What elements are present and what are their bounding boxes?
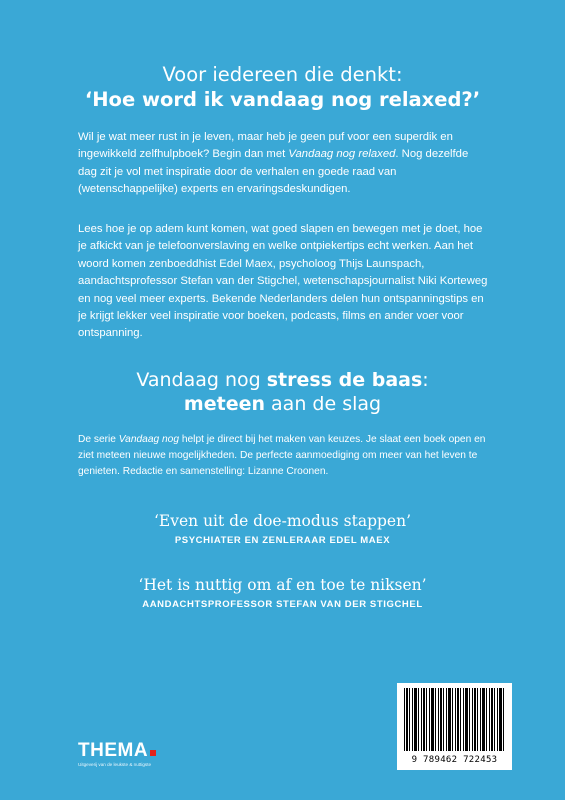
series-text-part2: helpt je direct bij het maken van keuzes. Je slaat een boek open en ziet meteen nieuwe mogelijkheden. De perfecte aanmoediging om meer van het leven te genieten. Redactie en samenstelling: Lizanne Croonen. <box>78 434 486 477</box>
publisher-tagline: Uitgeverij van de leukste & nuttigste <box>78 762 152 767</box>
book-title-italic: Vandaag nog relaxed <box>288 148 396 161</box>
quote-text: ‘Even uit de doe-modus stappen’ <box>153 512 412 530</box>
series-title-italic: Vandaag nog <box>118 434 180 445</box>
barcode-bars-icon <box>404 688 505 751</box>
series-heading-line1 <box>0 368 565 392</box>
series-heading-a: Vandaag nog <box>136 369 267 391</box>
main-heading-line2: ‘Hoe word ik vandaag nog relaxed?’ <box>84 88 481 111</box>
quote-1 <box>0 511 565 546</box>
quote-author: PSYCHIATER EN ZENLERAAR EDEL MAEX <box>174 535 391 546</box>
series-heading-d: meteen <box>183 393 265 415</box>
content-paragraph: Lees hoe je op adem kunt komen, wat goed slapen en bewegen met je doet, hoe je afkickt van je telefoonverslaving en welke ontpiekertips echt werken. Aan het woord komen zenboeddhist Edel Maex, psycholoog Thijs Launspach, aandachtsprofessor Stefan van der Stigchel, wetenschapsjournalist Niki Korteweg en nog veel meer experts. Bekende Nederlanders delen hun ontspanningstips en je krijgt lekker veel inspiratie voor boeken, podcasts, films en ander voer voor ontspanning. <box>78 223 488 340</box>
intro-text-part2: . Nog dezelfde dag zit je vol met inspiratie door de verhalen en goede raad van (wetenschappelijke) experts en ervaringsdeskundigen. <box>78 148 469 196</box>
main-heading-line1: Voor iedereen die denkt: <box>162 63 403 86</box>
main-heading <box>0 62 565 112</box>
isbn-barcode <box>397 683 512 770</box>
quote-text: ‘Het is nuttig om af en toe te niksen’ <box>138 576 427 594</box>
intro-paragraph <box>78 129 488 199</box>
isbn-digits: 9 789462 722453 <box>411 755 498 765</box>
series-heading-b: stress de baas <box>266 369 423 391</box>
series-paragraph <box>78 432 490 480</box>
publisher-name: THEMA <box>78 740 149 761</box>
quote-author: AANDACHTSPROFESSOR STEFAN VAN DER STIGCHEL <box>142 599 423 610</box>
publisher-logo <box>78 741 156 768</box>
publisher-dot-icon <box>150 750 156 756</box>
series-heading <box>0 368 565 416</box>
series-heading-line2 <box>0 392 565 416</box>
series-heading-e: aan de slag <box>265 393 382 415</box>
series-text-part1: De serie <box>78 434 119 445</box>
intro-text-part1: Wil je wat meer rust in je leven, maar heb je geen puf voor een superdik en ingewikkeld zelfhulpboek? Begin dan met <box>78 131 453 161</box>
quote-2 <box>0 575 565 610</box>
series-heading-c: : <box>422 369 429 391</box>
